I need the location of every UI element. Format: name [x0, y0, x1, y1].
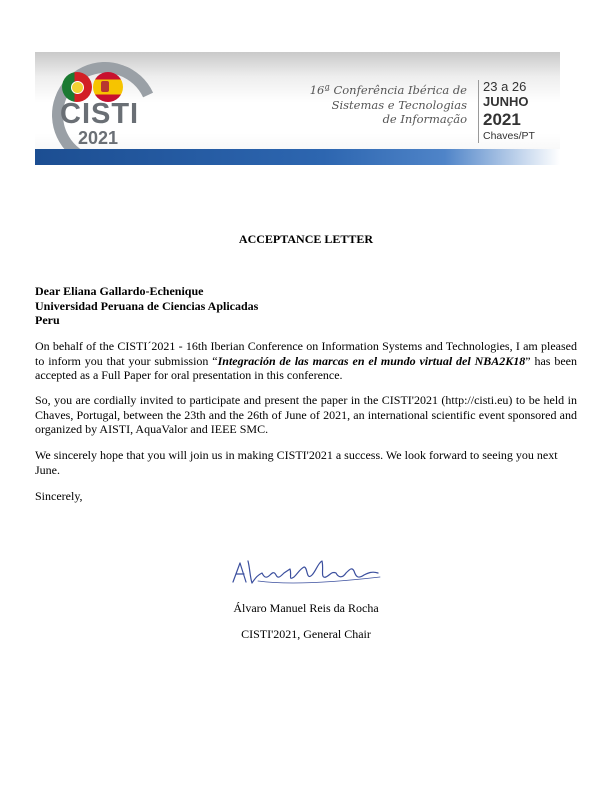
conference-dates [483, 79, 553, 143]
conference-banner [35, 52, 560, 165]
logo-year: 2021 [78, 128, 119, 148]
conference-title-line: Sistemas e Tecnologias [331, 97, 467, 112]
closing: Sincerely, [35, 489, 83, 503]
paragraph-closing-wish: We sincerely hope that you will join us in making CISTI'2021 a success. We look forward to seeing you next June. [35, 448, 558, 477]
conference-title-line: 16ª Conferência Ibérica de [309, 83, 467, 97]
signatory-name: Álvaro Manuel Reis da Rocha [233, 601, 379, 615]
conference-title-line: de Informação [382, 112, 467, 126]
date-place: Chaves/PT [483, 130, 535, 142]
paragraph-acceptance [35, 339, 577, 383]
paragraph-invitation: So, you are cordially invited to participate and present the paper in the CISTI'2021 (http://cisti.eu) to be held in Chaves, Portugal, between the 23th and the 26th of June of 2021, an international scientific event sponsored and organized by AISTI, AquaValor and IEEE SMC. [35, 393, 577, 437]
recipient-country: Peru [35, 313, 60, 328]
handwritten-signature [228, 555, 388, 591]
letter-heading: ACCEPTANCE LETTER [238, 232, 374, 246]
date-month: JUNHO [483, 94, 529, 109]
recipient-institution: Universidad Peruana de Ciencias Aplicadas [35, 298, 259, 313]
recipient-name: Dear Eliana Gallardo-Echenique [35, 284, 204, 298]
date-range: 23 a 26 [483, 79, 527, 94]
paragraph-text: On behalf of the CISTI´2021 - 16th Iberian Conference on Information Systems and Technologies, I am pleased to inform you that your submission “ [35, 339, 577, 368]
date-year: 2021 [483, 110, 521, 129]
signatory-role: CISTI'2021, General Chair [241, 627, 371, 641]
logo-text: CISTI [60, 98, 140, 130]
recipient-block [35, 284, 577, 328]
paper-title: Integración de las marcas en el mundo virtual del NBA2K18 [217, 353, 526, 368]
conference-title [283, 83, 467, 127]
banner-blue-stripe [35, 149, 560, 165]
paragraph-text: ” has been accepted as a Full Paper for oral presentation in this conference. [35, 353, 577, 383]
banner-divider [478, 80, 479, 143]
signature-icon [228, 555, 388, 591]
